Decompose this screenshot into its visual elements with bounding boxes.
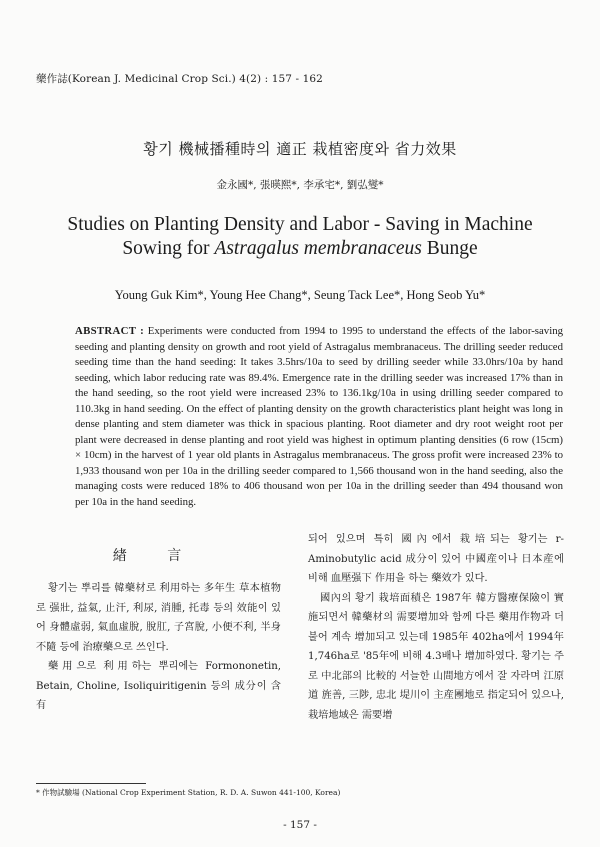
footnote-rule [36,783,146,784]
abstract-text: Experiments were conducted from 1994 to 1995 to understand the effects of the labor-saving seeding and planting density on growth and root yield of Astragalus membranaceus. The drilling seeder reduced seeding time than the hand seeding: It takes 3.5hrs/10a to seed by drilling seeder while 33.0hrs/10a by hand seeding, which labor reducing rate was 89.4%. Emergence rate in the drilling seeder was increased 17% than in the hand seeding, so the root yield were increased 23% to 136.1kg/10a in using drilling seeder compared to 110.3kg in hand seeding. On the effect of planting density on the growth characteristics plant height was long in dense planting and stem diameter was thick in spacious planting. Root diameter and dry root weight root per plant were decreased in dense planting and root yield was highest in optimum planting densities (6 row (15cm) × 10cm) in the harvest of 1 year old plants in Astragalus membranaceus. The gross profit were increased 23% to 1,933 thousand won per 10a in the drilling seeder compared to 1,566 thousand won in the hand seeding, also the managing costs were reduced 18% to 406 thousand won per 10a in the drilling seeder than 494 thousand won per 10a in the hand seeding. [75,325,563,508]
left-column [36,579,281,716]
footnote: * 作物試驗場 (National Crop Experiment Station, R. D. A. Suwon 441-100, Korea) [36,788,341,797]
page-number: - 157 - [283,819,317,831]
korean-title: 황기 機械播種時의 適正 栽植密度와 省力效果 [143,140,457,158]
abstract [75,324,563,510]
english-title-line1: Studies on Planting Density and Labor - Saving in Machine [67,214,533,235]
right-column [308,530,564,725]
korean-authors: 金永國*, 張暎熙*, 李承宅*, 劉弘燮* [216,179,384,191]
intro-paragraph-3: 되어 있으며 특히 國內에서 栽培되는 황기는 r-Aminobutylic acid 成分이 있어 中國産이나 日本産에 비해 血壓强下 作用을 하는 藥效가 있다. [308,534,564,584]
title-line2-prefix: Sowing for [122,238,215,259]
intro-paragraph-1: 황기는 뿌리를 韓藥材로 利用하는 多年生 草本植物로 强壯, 益氣, 止汗, 利尿, 消腫, 托毒 등의 效能이 있어 身體虛弱, 氣血虛脫, 脫肛, 子宮脫, 小便不利, 半身不隨 등에 治療藥으로 쓰인다. [36,583,281,653]
title-species-name: Astragalus membranaceus [214,238,422,259]
title-line2-suffix: Bunge [421,238,478,259]
english-authors: Young Guk Kim*, Young Hee Chang*, Seung Tack Lee*, Hong Seob Yu* [114,288,486,302]
journal-citation: 藥作誌(Korean J. Medicinal Crop Sci.) 4(2) : 157 - 162 [36,73,323,85]
english-title [0,213,600,261]
intro-paragraph-4: 國內의 황기 栽培面積은 1987年 韓方醫療保險이 實施되면서 韓藥材의 需要增加와 함께 다른 藥用作物과 더불어 계속 增加되고 있는데 1985年 402ha에서 1994年 1,746ha로 '85年에 비해 4.3배나 增加하였다. 황기는 주로 中北部의 比較的 서늘한 山間地方에서 잘 자라며 江原道 旌善, 三陟, 忠北 堤川이 主産團地로 指定되어 있으나, 栽培地域은 需要增 [308,592,564,721]
section-heading: 緖 言 [112,548,200,564]
english-title-line2 [0,237,600,261]
intro-paragraph-2: 藥用으로 利用하는 뿌리에는 Formononetin, Betain, Choline, Isoliquiritigenin 등의 成分이 含有 [36,661,281,711]
abstract-label: ABSTRACT : [75,325,144,337]
